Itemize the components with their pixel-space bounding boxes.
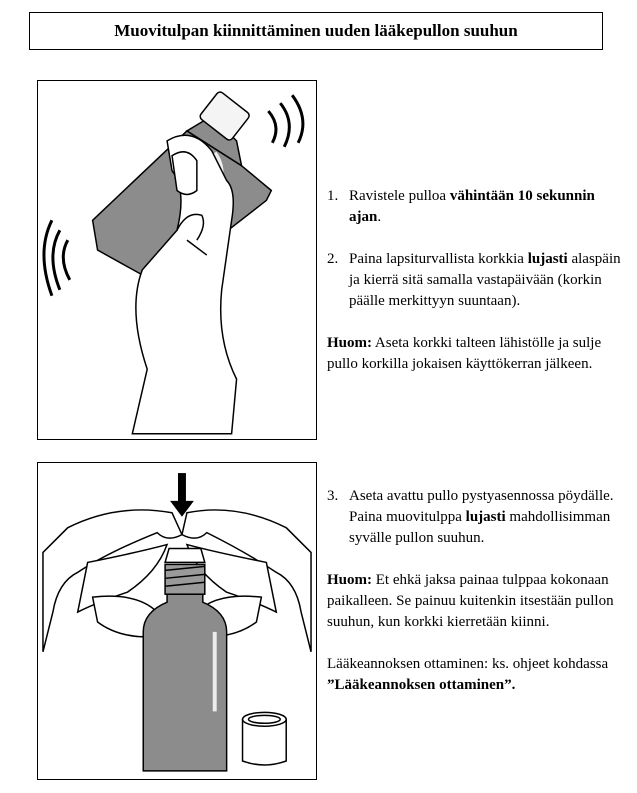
instructions-part1 [327, 186, 627, 396]
dosing-text: Lääkeannoksen ottaminen: ks. ohjeet kohdassa [327, 656, 609, 672]
step-text-plain: Ravistele pulloa [349, 188, 450, 204]
step-text-end: . [377, 209, 382, 225]
step-number: 2. [327, 251, 339, 267]
step-text [349, 486, 627, 549]
motion-lines-right [268, 95, 303, 147]
note-1 [327, 333, 627, 375]
dosing-bold: ”Lääkeannoksen ottaminen”. [327, 677, 516, 693]
note-2 [327, 570, 627, 633]
step-text-end: mahdollisimman syvälle pullon suuhun. [349, 509, 611, 546]
press-stopper-illustration [37, 462, 317, 780]
bottle-cap [243, 712, 287, 765]
dosing-reference [327, 654, 627, 696]
note-text: Aseta korkki talteen lähistölle ja sulje pullo korkilla jokaisen käyttökerran jälkeen. [327, 335, 602, 372]
step-2 [327, 249, 627, 312]
step-text-plain: Paina lapsiturvallista korkkia [349, 251, 528, 267]
note-label: Huom: [327, 335, 372, 351]
step-text-plain: Aseta avattu pullo pystyasennossa pöydälle. Paina muovitulppa [349, 488, 614, 525]
step-number: 3. [327, 488, 339, 504]
step-text-bold: lujasti [527, 251, 568, 267]
note-text: Et ehkä jaksa painaa tulppaa kokonaan paikalleen. Se painuu kuitenkin itsestään pullon suuhun, kun korkki kierretään kiinni. [327, 572, 614, 630]
step-1 [327, 186, 627, 228]
step-number: 1. [327, 188, 339, 204]
page-title-text: Muovitulpan kiinnittäminen uuden lääkepullon suuhun [114, 21, 518, 40]
step-text-bold: vähintään 10 sekunnin ajan [349, 188, 595, 225]
step-3 [327, 486, 627, 549]
down-arrow-icon [170, 473, 194, 517]
instructions-part2 [327, 486, 627, 717]
shake-bottle-drawing [38, 81, 316, 439]
step-text-end: alaspäin ja kierrä sitä samalla vastapäivään (korkin päälle merkittyyn suuntaan). [349, 251, 621, 309]
press-stopper-drawing [38, 463, 316, 779]
step-text [349, 186, 627, 228]
note-label: Huom: [327, 572, 372, 588]
step-text-bold: lujasti [465, 509, 506, 525]
step-text [349, 249, 627, 312]
motion-lines-left [44, 220, 70, 295]
page-title [29, 12, 603, 50]
shake-bottle-illustration [37, 80, 317, 440]
